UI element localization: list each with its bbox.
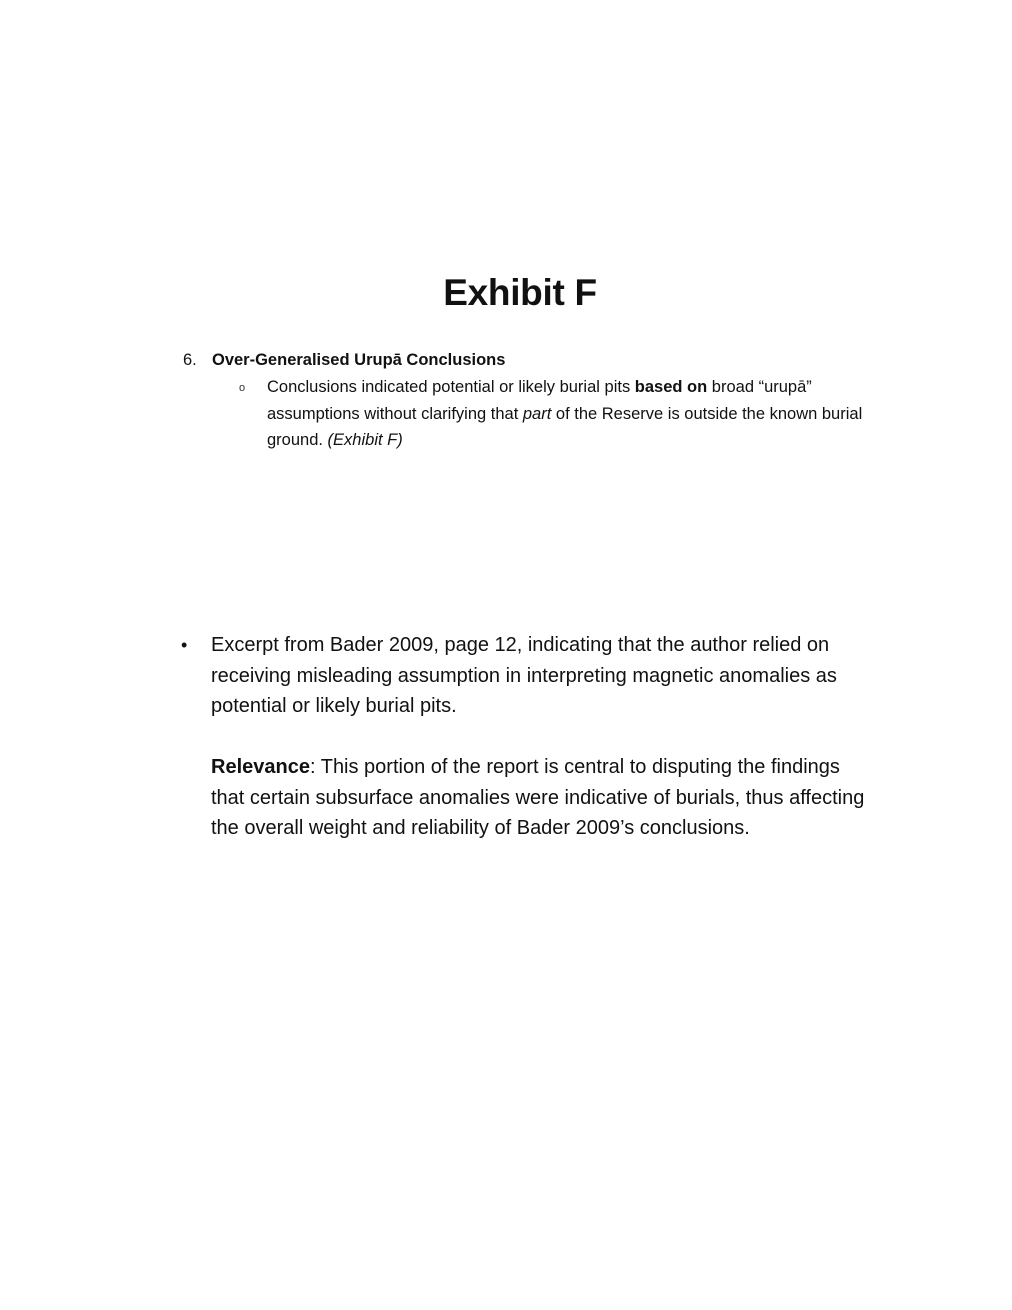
sub-text-italic: part (522, 404, 552, 423)
list-number: 6. (183, 351, 197, 369)
numbered-item (183, 348, 883, 372)
relevance-paragraph (211, 752, 871, 844)
sub-text-part-3: of the Reserve is outside the known burial ground. (267, 404, 863, 449)
sub-item-text (267, 374, 867, 454)
relevance-label: Relevance (211, 756, 310, 778)
bullet-item (181, 630, 881, 844)
bullet-icon: • (181, 635, 188, 655)
exhibit-reference: (Exhibit F) (327, 431, 403, 449)
numbered-list (183, 348, 883, 454)
sub-text-part-1: Conclusions indicated potential or likely burial pits (267, 378, 635, 396)
bullet-body (211, 630, 871, 844)
sub-list-item (239, 374, 883, 454)
exhibit-title: Exhibit F (443, 272, 597, 313)
sub-text-bold: based on (634, 378, 708, 396)
excerpt-description: Excerpt from Bader 2009, page 12, indicating that the author relied on receiving misleading assumption in interpreting magnetic anomalies as potential or likely burial pits. (211, 634, 837, 717)
hollow-bullet-icon: o (239, 382, 246, 394)
sub-text-part-2: broad “urupā” assumptions without clarifying that (267, 378, 812, 423)
bullet-list (181, 630, 881, 844)
item-heading: Over-Generalised Urupā Conclusions (212, 351, 506, 369)
relevance-text: : This portion of the report is central to disputing the findings that certain subsurface anomalies were indicative of burials, thus affecting the overall weight and reliability of Bader 2009’s conclusions. (211, 756, 865, 839)
